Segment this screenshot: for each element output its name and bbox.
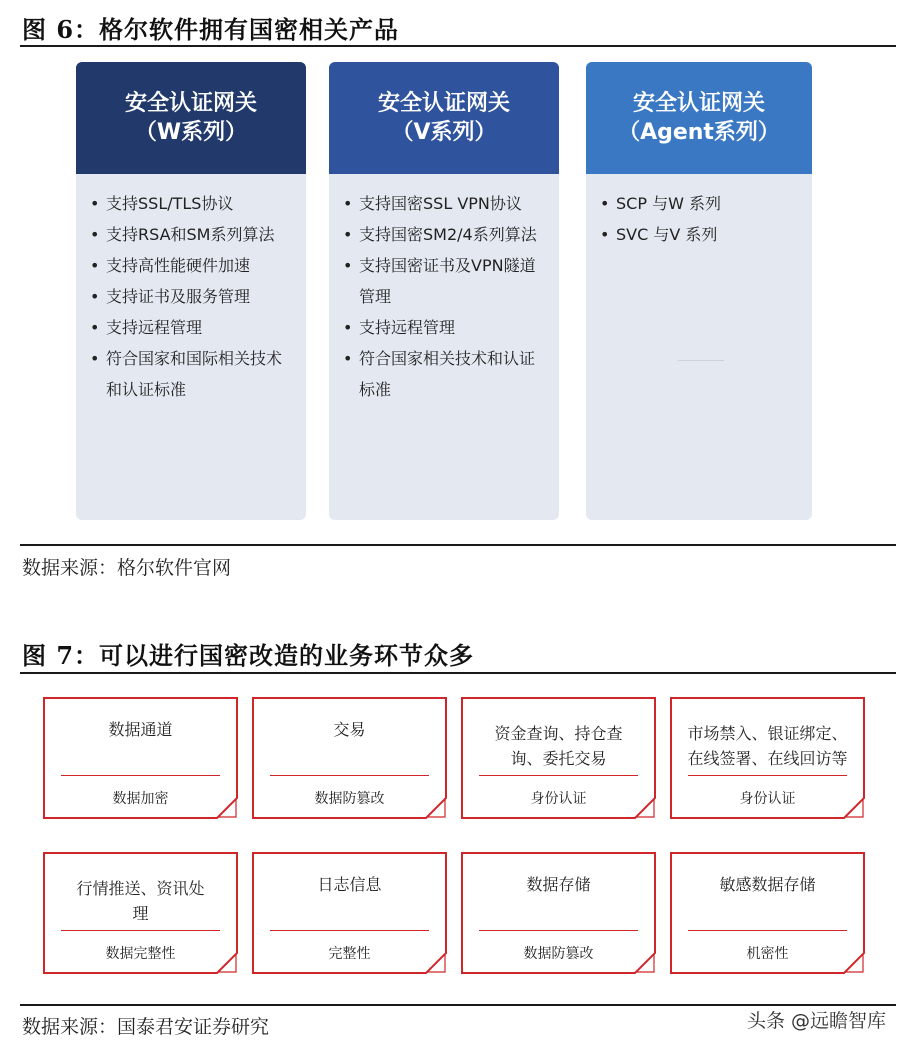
process-note-quotes bbox=[43, 852, 238, 974]
page-fold-icon bbox=[634, 952, 656, 974]
page-fold-icon bbox=[425, 952, 447, 974]
note-requirement: 数据防篡改 bbox=[314, 791, 385, 807]
figure7-top-rule bbox=[20, 672, 896, 674]
note-requirement: 数据加密 bbox=[112, 791, 169, 807]
card-subtitle: （V系列） bbox=[391, 120, 497, 145]
process-note-market bbox=[670, 697, 865, 819]
note-scenario: 行情推送、资讯处理 bbox=[76, 879, 205, 923]
card-subtitle: （Agent系列） bbox=[618, 120, 780, 145]
note-scenario: 数据存储 bbox=[526, 875, 591, 894]
feature-item: • 支持证书及服务管理 bbox=[88, 281, 294, 312]
card-title: 安全认证网关 bbox=[632, 91, 765, 116]
note-divider bbox=[688, 775, 847, 776]
feature-item: • SCP 与W 系列 bbox=[598, 188, 800, 219]
feature-item: • 支持远程管理 bbox=[341, 312, 547, 343]
card-title: 安全认证网关 bbox=[124, 91, 257, 116]
feature-list bbox=[598, 188, 800, 250]
note-requirement: 身份认证 bbox=[530, 791, 587, 807]
feature-item: • 支持高性能硬件加速 bbox=[88, 250, 294, 281]
note-divider bbox=[270, 930, 429, 931]
note-scenario: 市场禁入、银证绑定、在线签署、在线回访等 bbox=[687, 724, 848, 768]
note-divider bbox=[270, 775, 429, 776]
feature-item: • 支持RSA和SM系列算法 bbox=[88, 219, 294, 250]
page-fold-icon bbox=[843, 797, 865, 819]
process-note-logs bbox=[252, 852, 447, 974]
figure6-source: 数据来源：格尔软件官网 bbox=[22, 557, 232, 579]
feature-item: • 支持国密证书及VPN隧道管理 bbox=[341, 250, 547, 312]
product-card-agent-series bbox=[586, 62, 812, 520]
feature-list bbox=[88, 188, 294, 405]
process-note-data-storage bbox=[461, 852, 656, 974]
page-fold-icon bbox=[425, 797, 447, 819]
card-header bbox=[76, 62, 306, 174]
feature-item: • 支持国密SSL VPN协议 bbox=[341, 188, 547, 219]
feature-item: • 支持远程管理 bbox=[88, 312, 294, 343]
note-divider bbox=[61, 930, 220, 931]
product-card-v-series bbox=[329, 62, 559, 520]
note-requirement: 机密性 bbox=[746, 946, 789, 962]
note-scenario: 交易 bbox=[333, 720, 366, 739]
note-requirement: 完整性 bbox=[328, 946, 371, 962]
feature-item: • SVC 与V 系列 bbox=[598, 219, 800, 250]
process-note-data-channel bbox=[43, 697, 238, 819]
note-requirement: 数据完整性 bbox=[105, 946, 176, 962]
note-divider bbox=[479, 930, 638, 931]
note-scenario: 敏感数据存储 bbox=[719, 875, 816, 894]
note-requirement: 数据防篡改 bbox=[523, 946, 594, 962]
watermark: 头条 @远瞻智库 bbox=[746, 1010, 886, 1032]
note-divider bbox=[479, 775, 638, 776]
feature-item: • 符合国家和国际相关技术和认证标准 bbox=[88, 343, 294, 405]
process-note-sensitive-storage bbox=[670, 852, 865, 974]
figure6-top-rule bbox=[20, 45, 896, 47]
feature-item: • 支持SSL/TLS协议 bbox=[88, 188, 294, 219]
figure7-source: 数据来源：国泰君安证券研究 bbox=[22, 1016, 270, 1038]
card-subtitle: （W系列） bbox=[134, 120, 248, 145]
process-note-fund-query bbox=[461, 697, 656, 819]
figure6-title: 图 6：格尔软件拥有国密相关产品 bbox=[22, 15, 400, 44]
process-note-trade bbox=[252, 697, 447, 819]
page-fold-icon bbox=[634, 797, 656, 819]
feature-item: • 支持国密SM2/4系列算法 bbox=[341, 219, 547, 250]
product-card-w-series bbox=[76, 62, 306, 520]
feature-item: • 符合国家相关技术和认证标准 bbox=[341, 343, 547, 405]
note-requirement: 身份认证 bbox=[739, 791, 796, 807]
card-header bbox=[329, 62, 559, 174]
note-divider bbox=[61, 775, 220, 776]
page-fold-icon bbox=[216, 952, 238, 974]
page-fold-icon bbox=[843, 952, 865, 974]
page-fold-icon bbox=[216, 797, 238, 819]
note-scenario: 数据通道 bbox=[108, 720, 173, 739]
figure6-bottom-rule bbox=[20, 544, 896, 546]
feature-list bbox=[341, 188, 547, 405]
note-scenario: 日志信息 bbox=[317, 875, 382, 894]
note-divider bbox=[688, 930, 847, 931]
card-header bbox=[586, 62, 812, 174]
divider bbox=[678, 360, 724, 361]
card-title: 安全认证网关 bbox=[377, 91, 510, 116]
note-scenario: 资金查询、持仓查询、委托交易 bbox=[494, 724, 623, 768]
figure7-title: 图 7：可以进行国密改造的业务环节众多 bbox=[22, 641, 475, 670]
